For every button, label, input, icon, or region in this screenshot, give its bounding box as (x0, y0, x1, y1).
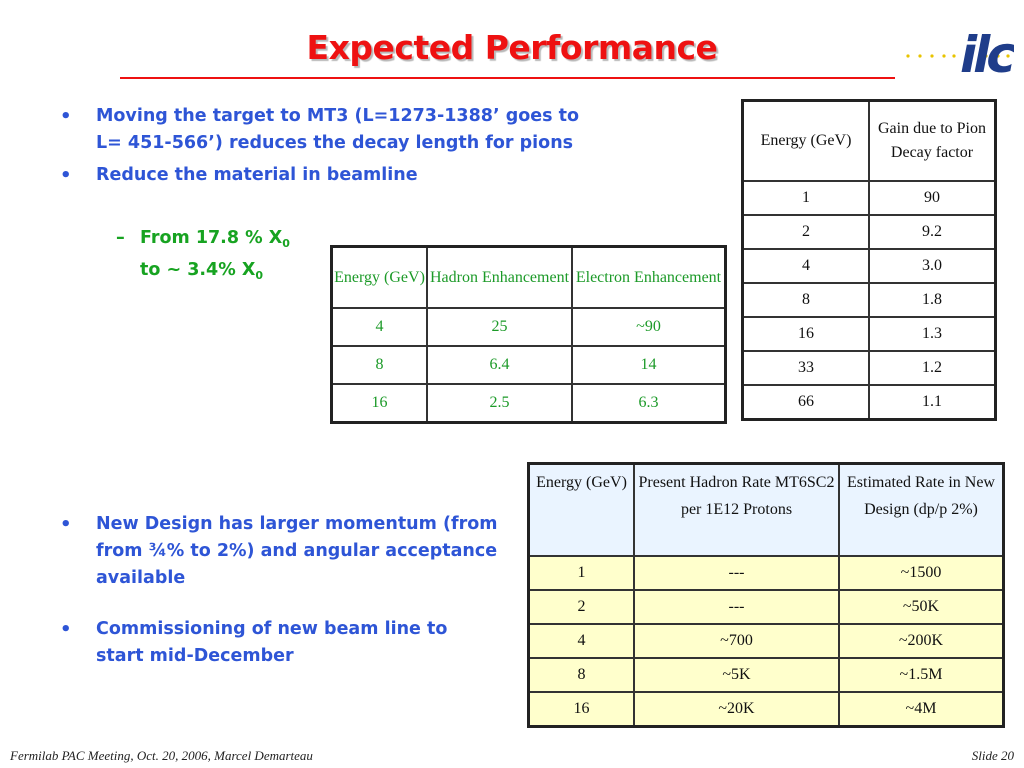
table-row (743, 249, 996, 283)
bullet-item (60, 103, 580, 157)
bullet-marker: • (60, 514, 72, 535)
table-cell: ~20K (634, 692, 839, 727)
title-underline (120, 77, 895, 79)
bullet-item (60, 162, 580, 189)
slide-title: Expected Performance (306, 28, 718, 67)
table-cell: 8 (332, 346, 428, 384)
hadron-rate-table (527, 462, 1005, 728)
table-cell: --- (634, 590, 839, 624)
table-cell: --- (634, 556, 839, 590)
table-cell: 1.8 (869, 283, 996, 317)
table-cell: 16 (529, 692, 635, 727)
table-row (743, 351, 996, 385)
column-header: Estimated Rate in New Design (dp/p 2%) (839, 464, 1004, 557)
table-cell: 16 (743, 317, 870, 351)
sub-bullet-subscript: 0 (282, 237, 290, 250)
table-cell: 16 (332, 384, 428, 423)
table-row (529, 624, 1004, 658)
table-cell: ~4M (839, 692, 1004, 727)
table-row (743, 283, 996, 317)
table-row (332, 346, 726, 384)
column-header: Energy (GeV) (529, 464, 635, 557)
sub-bullet-subscript: 0 (255, 269, 264, 282)
bullet-text: Moving the target to MT3 (L=1273-1388’ goes to L= 451-566’) reduces the decay length for pions (96, 106, 580, 153)
table-cell: ~1500 (839, 556, 1004, 590)
table-row (529, 692, 1004, 727)
table-row (332, 308, 726, 346)
table-cell: ~50K (839, 590, 1004, 624)
table-cell: 4 (332, 308, 428, 346)
table-cell: 2 (743, 215, 870, 249)
sub-bullet-line1: From 17.8 % X (140, 228, 283, 248)
bullet-item (60, 511, 500, 592)
table-cell: ~90 (572, 308, 726, 346)
sub-bullet (60, 225, 290, 289)
table-cell: ~200K (839, 624, 1004, 658)
table-cell: ~5K (634, 658, 839, 692)
column-header: Energy (GeV) (332, 247, 428, 309)
table-cell: ~1.5M (839, 658, 1004, 692)
table-cell: 33 (743, 351, 870, 385)
table-header-row (529, 464, 1004, 557)
table-cell: 3.0 (869, 249, 996, 283)
pion-decay-table (741, 99, 997, 421)
table-cell: 1 (743, 181, 870, 215)
table-cell: 6.3 (572, 384, 726, 423)
column-header: Electron Enhancement (572, 247, 726, 309)
table-cell: 66 (743, 385, 870, 420)
table-cell: ~700 (634, 624, 839, 658)
table-row (743, 215, 996, 249)
column-header: Gain due to Pion Decay factor (869, 101, 996, 182)
footer-meeting: Fermilab PAC Meeting, Oct. 20, 2006, Marcel Demarteau (10, 748, 313, 763)
sub-bullet-line2: to ~ 3.4% X (140, 260, 256, 280)
table-cell: 8 (529, 658, 635, 692)
table-cell: 1.1 (869, 385, 996, 420)
sub-bullet-marker: – (116, 228, 125, 248)
table-cell: 90 (869, 181, 996, 215)
table-cell: 1 (529, 556, 635, 590)
table-cell: 4 (743, 249, 870, 283)
table-cell: 14 (572, 346, 726, 384)
table-cell: 4 (529, 624, 635, 658)
bullet-text: New Design has larger momentum (from from ¾% to 2%) and angular acceptance available (96, 514, 498, 588)
table-cell: 2.5 (427, 384, 572, 423)
table-cell: 2 (529, 590, 635, 624)
bullet-marker: • (60, 106, 72, 127)
logo-text: ilc (960, 26, 1012, 82)
table-row (529, 556, 1004, 590)
bullet-marker: • (60, 619, 72, 640)
table-row (332, 384, 726, 423)
bullet-marker: • (60, 165, 72, 186)
column-header: Hadron Enhancement (427, 247, 572, 309)
table-cell: 6.4 (427, 346, 572, 384)
bullet-item (60, 616, 500, 670)
table-cell: 1.2 (869, 351, 996, 385)
bullet-text: Commissioning of new beam line to start mid-December (96, 619, 448, 666)
table-cell: 1.3 (869, 317, 996, 351)
column-header: Present Hadron Rate MT6SC2 per 1E12 Protons (634, 464, 839, 557)
bullet-list-bottom (60, 511, 500, 675)
table-row (529, 590, 1004, 624)
column-header: Energy (GeV) (743, 101, 870, 182)
table-row (529, 658, 1004, 692)
table-header-row (743, 101, 996, 182)
enhancement-table (330, 245, 727, 424)
bullet-list-top (60, 103, 580, 194)
bullet-text: Reduce the material in beamline (96, 165, 418, 185)
table-header-row (332, 247, 726, 309)
ilc-logo (902, 12, 1014, 82)
table-row (743, 385, 996, 420)
table-row (743, 181, 996, 215)
table-cell: 8 (743, 283, 870, 317)
footer-slide-number: Slide 20 (971, 748, 1014, 763)
table-cell: 25 (427, 308, 572, 346)
table-cell: 9.2 (869, 215, 996, 249)
table-row (743, 317, 996, 351)
